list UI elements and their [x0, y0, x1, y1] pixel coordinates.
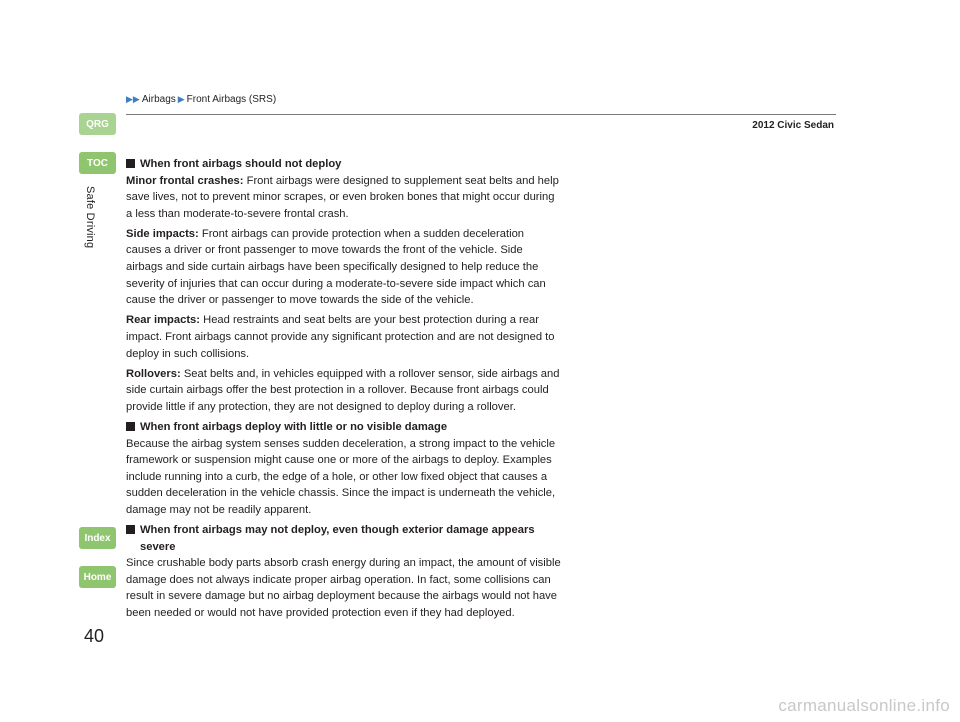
breadcrumb [126, 94, 276, 105]
arrow-right-icon: ▶ [177, 94, 185, 104]
paragraph: Minor frontal crashes: Front airbags were designed to supplement seat belts and help save lives, not to prevent minor scrapes, or even broken bones that might occur during a less than moderate-to-severe frontal crash. [126, 174, 559, 220]
section-label: Safe Driving [84, 186, 96, 249]
paragraph: Rear impacts: Head restraints and seat belts are your best protection during a rear impact. Front airbags cannot provide any significant protection and are not designed to deploy in such collisions. [126, 314, 555, 360]
paragraph: Because the airbag system senses sudden deceleration, a strong impact to the vehicle framework or suspension might cause one or more of the airbags to deploy. Examples include running into a curb, the edge of a hole, or other low fixed object that causes a sudden deceleration in the vehicle chassis. Since the impact is underneath the vehicle, damage may not be readily apparent. [126, 437, 556, 516]
section-heading: When front airbags should not deploy [126, 156, 562, 173]
home-button[interactable]: Home [79, 566, 116, 588]
index-button[interactable]: Index [79, 527, 116, 549]
page-content [126, 155, 562, 625]
section-heading: When front airbags deploy with little or no visible damage [126, 419, 562, 436]
page-number: 40 [84, 626, 105, 646]
paragraph: Rollovers: Seat belts and, in vehicles equipped with a rollover sensor, side airbags and side curtain airbags offer the best protection in a rollover. Because front airbags could provide little if any protection, they are not designed to deploy during a rollover. [126, 367, 560, 413]
model-title: 2012 Civic Sedan [752, 120, 834, 131]
arrow-right-icon: ▶▶ [126, 94, 140, 104]
square-bullet-icon [126, 422, 135, 431]
toc-button[interactable]: TOC [79, 152, 116, 174]
breadcrumb-item-front-airbags[interactable]: Front Airbags (SRS) [186, 94, 277, 105]
breadcrumb-item-airbags[interactable]: Airbags [141, 94, 176, 105]
square-bullet-icon [126, 525, 135, 534]
watermark: carmanualsonline.info [778, 696, 950, 715]
section-heading: When front airbags may not deploy, even though exterior damage appears severe [126, 522, 562, 555]
square-bullet-icon [126, 159, 135, 168]
qrg-button[interactable]: QRG [79, 113, 116, 135]
header-divider [126, 114, 836, 115]
paragraph: Side impacts: Front airbags can provide protection when a sudden deceleration causes a driver or front passenger to move towards the front of the vehicle. Side airbags and side curtain airbags have been specifically designed to help reduce the severity of injuries that can occur during a moderate-to-severe side impact which can cause the driver or passenger to move towards the side of the vehicle. [126, 227, 546, 307]
paragraph: Since crushable body parts absorb crash energy during an impact, the amount of visible damage does not always indicate proper airbag operation. In fact, some collisions can result in severe damage but no airbag deployment because the airbags would not have been needed or would not have provided protection even if they had deployed. [126, 557, 561, 619]
